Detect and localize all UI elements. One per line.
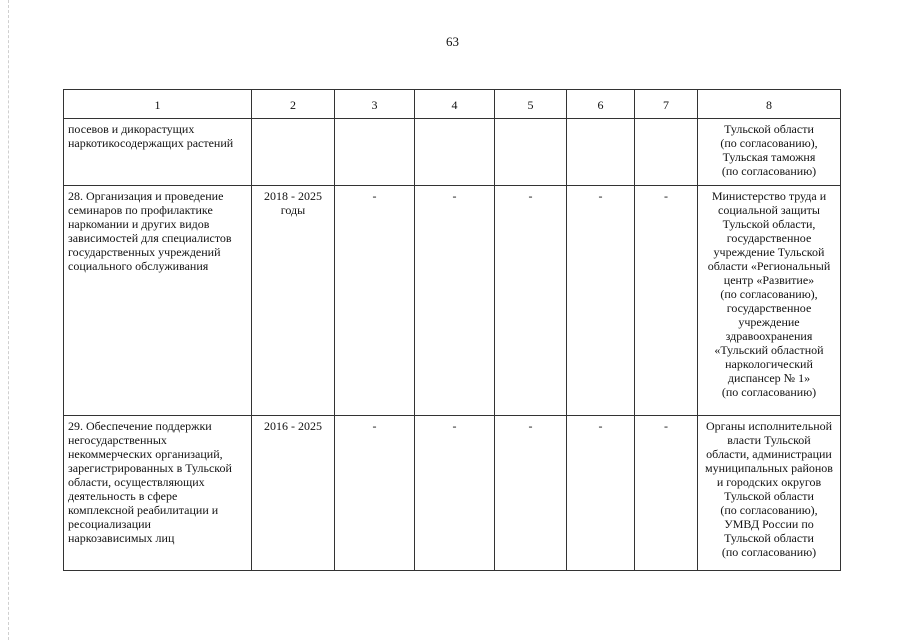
- value-cell: -: [495, 186, 567, 416]
- activity-cell: [64, 416, 252, 571]
- activity-line: деятельность в сфере: [68, 489, 178, 503]
- value-cell: -: [335, 416, 415, 571]
- scan-edge-line: [8, 0, 9, 640]
- column-header-4: 4: [415, 90, 495, 119]
- executor-line: Тульской области: [724, 531, 814, 545]
- activity-cell: [64, 119, 252, 186]
- period-line: 2016 - 2025: [264, 419, 322, 433]
- activity-line: ресоциализации: [68, 517, 151, 531]
- value-cell: -: [495, 416, 567, 571]
- period-line: 2018 - 2025: [264, 189, 322, 203]
- activity-line: посевов и дикорастущих: [68, 122, 195, 136]
- activity-line: социального обслуживания: [68, 259, 209, 273]
- activity-cell: [64, 186, 252, 416]
- value-cell: [415, 119, 495, 186]
- executor-line: (по согласованию),: [720, 287, 818, 301]
- column-header-3: 3: [335, 90, 415, 119]
- program-table: [63, 89, 841, 571]
- activity-line: государственных учреждений: [68, 245, 221, 259]
- executor-line: Министерство труда и: [711, 189, 827, 203]
- value-cell: -: [415, 186, 495, 416]
- executor-line: учреждение: [738, 315, 800, 329]
- executor-line: (по согласованию),: [720, 503, 818, 517]
- column-header-6: 6: [567, 90, 635, 119]
- value-cell: [635, 119, 698, 186]
- activity-line: негосударственных: [68, 433, 167, 447]
- activity-line: семинаров по профилактике: [68, 203, 213, 217]
- value-cell: -: [635, 186, 698, 416]
- table-row: [64, 119, 841, 186]
- executor-line: центр «Развитие»: [723, 273, 815, 287]
- executor-line: (по согласованию),: [720, 136, 818, 150]
- header-row: [64, 90, 841, 119]
- activity-line: области, осуществляющих: [68, 475, 205, 489]
- executor-line: Тульской области,: [722, 217, 816, 231]
- value-cell: -: [567, 186, 635, 416]
- executor-line: здравоохранения: [725, 329, 813, 343]
- value-cell: -: [415, 416, 495, 571]
- value-cell: [567, 119, 635, 186]
- executor-cell: [698, 416, 841, 571]
- executor-line: муниципальных районов: [705, 461, 833, 475]
- column-header-1: 1: [64, 90, 252, 119]
- activity-line: наркотикосодержащих растений: [68, 136, 234, 150]
- period-cell: [252, 186, 335, 416]
- executor-line: наркологический: [725, 357, 813, 371]
- activity-line: некоммерческих организаций,: [68, 447, 223, 461]
- executor-line: социальной защиты: [718, 203, 820, 217]
- executor-line: диспансер № 1»: [727, 371, 811, 385]
- activity-line: зависимостей для специалистов: [68, 231, 232, 245]
- executor-line: (по согласованию): [721, 545, 817, 559]
- period-cell: [252, 416, 335, 571]
- period-cell: [252, 119, 335, 186]
- activity-line: наркозависимых лиц: [68, 531, 175, 545]
- executor-line: Тульская таможня: [722, 150, 816, 164]
- executor-line: власти Тульской: [727, 433, 811, 447]
- activity-line: наркомании и других видов: [68, 217, 210, 231]
- executor-line: государственное: [726, 231, 812, 245]
- executor-line: области «Региональный: [707, 259, 831, 273]
- period-line: годы: [280, 203, 306, 217]
- activity-line: 28. Организация и проведение: [68, 189, 224, 203]
- executor-line: и городских округов: [716, 475, 822, 489]
- column-header-2: 2: [252, 90, 335, 119]
- value-cell: [335, 119, 415, 186]
- column-header-5: 5: [495, 90, 567, 119]
- executor-line: УМВД России по: [724, 517, 814, 531]
- executor-cell: [698, 119, 841, 186]
- executor-line: (по согласованию): [721, 385, 817, 399]
- activity-line: комплексной реабилитации и: [68, 503, 219, 517]
- executor-line: Органы исполнительной: [705, 419, 833, 433]
- value-cell: -: [335, 186, 415, 416]
- table-row: [64, 416, 841, 571]
- executor-line: Тульской области: [724, 122, 814, 136]
- executor-line: «Тульский областной: [714, 343, 824, 357]
- executor-line: (по согласованию): [721, 164, 817, 178]
- value-cell: -: [635, 416, 698, 571]
- activity-line: зарегистрированных в Тульской: [68, 461, 232, 475]
- page-number: 63: [446, 34, 459, 49]
- executor-line: учреждение Тульской: [713, 245, 825, 259]
- executor-line: государственное: [726, 301, 812, 315]
- value-cell: [495, 119, 567, 186]
- executor-cell: [698, 186, 841, 416]
- column-header-7: 7: [635, 90, 698, 119]
- value-cell: -: [567, 416, 635, 571]
- column-header-8: 8: [698, 90, 841, 119]
- activity-line: 29. Обеспечение поддержки: [68, 419, 212, 433]
- executor-line: области, администрации: [706, 447, 832, 461]
- executor-line: Тульской области: [724, 489, 814, 503]
- table-row: [64, 186, 841, 416]
